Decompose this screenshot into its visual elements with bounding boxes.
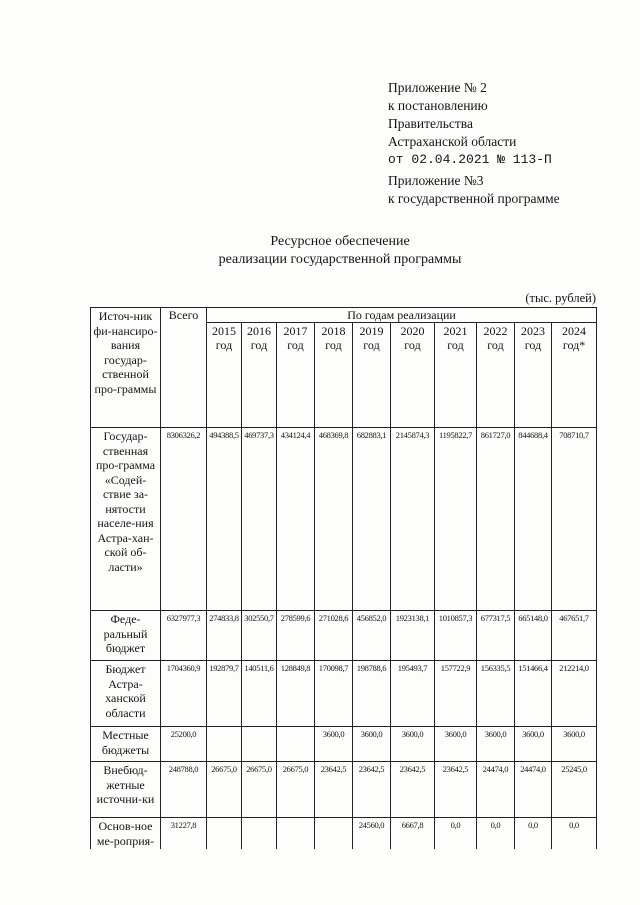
row-year-value: 23642,5: [315, 762, 353, 818]
table-row: [91, 428, 597, 611]
row-year-value: 151466,4: [515, 661, 552, 727]
row-year-value: 26675,0: [242, 762, 277, 818]
table-row: [91, 762, 597, 818]
row-year-value: 26675,0: [277, 762, 315, 818]
header-year: 2021 год: [435, 323, 477, 428]
header-year: 2015 год: [207, 323, 242, 428]
row-year-value: 708710,7: [552, 428, 597, 611]
row-year-value: 23642,5: [391, 762, 435, 818]
row-year-value: 494388,5: [207, 428, 242, 611]
row-year-value: 2145874,3: [391, 428, 435, 611]
header-year: 2023 год: [515, 323, 552, 428]
row-year-value: 469737,3: [242, 428, 277, 611]
table-row: [91, 611, 597, 661]
row-year-value: 274833,8: [207, 611, 242, 661]
header-year: 2020 год: [391, 323, 435, 428]
row-year-value: 861727,0: [477, 428, 515, 611]
row-year-value: 24474,0: [477, 762, 515, 818]
resource-table: [90, 307, 597, 859]
row-year-value: 3600,0: [353, 727, 391, 762]
row-source-name: Местные бюджеты: [91, 727, 161, 762]
table-row: [91, 661, 597, 727]
header-year: 2024 год*: [552, 323, 597, 428]
row-source-name: Феде-ральный бюджет: [91, 611, 161, 661]
row-year-value: 3600,0: [477, 727, 515, 762]
row-year-value: 198788,6: [353, 661, 391, 727]
row-year-value: 1010857,3: [435, 611, 477, 661]
row-source-name: Основ-ное ме-роприя-: [91, 818, 161, 859]
row-year-value: 665148,0: [515, 611, 552, 661]
document-title: [0, 233, 640, 269]
row-year-value: 302550,7: [242, 611, 277, 661]
header-source: Источ-ник фи-нансиро-вания государ-ственной про-граммы: [91, 308, 161, 428]
page-bottom: [0, 849, 640, 905]
row-year-value: 195493,7: [391, 661, 435, 727]
row-year-value: 23642,5: [353, 762, 391, 818]
row-year-value: 1923138,1: [391, 611, 435, 661]
header-year: 2022 год: [477, 323, 515, 428]
row-year-value: 1195822,7: [435, 428, 477, 611]
appendix-number: Приложение № 2: [388, 80, 487, 95]
row-year-value: 6667,8: [391, 818, 435, 859]
header-total: Всего: [161, 308, 207, 428]
row-year-value: 468369,8: [315, 428, 353, 611]
row-year-value: 3600,0: [515, 727, 552, 762]
unit-label: (тыс. рублей): [525, 291, 596, 305]
appendix-ref-line: Правительства: [388, 116, 473, 131]
row-year-value: 192879,7: [207, 661, 242, 727]
row-year-value: [242, 727, 277, 762]
row-total: 1704360,9: [161, 661, 207, 727]
row-year-value: 170098,7: [315, 661, 353, 727]
row-total: 6327977,3: [161, 611, 207, 661]
title-line: реализации государственной программы: [218, 252, 462, 267]
title-line: Ресурсное обеспечение: [270, 234, 410, 249]
row-source-name: Внебюд-жетные источни-ки: [91, 762, 161, 818]
row-year-value: 3600,0: [391, 727, 435, 762]
appendix-header: [388, 79, 552, 169]
row-year-value: 3600,0: [435, 727, 477, 762]
program-appendix-ref: к государственной программе: [388, 191, 560, 206]
row-year-value: 467651,7: [552, 611, 597, 661]
program-appendix-header: [388, 172, 560, 208]
row-year-value: 0,0: [477, 818, 515, 859]
header-year: 2019 год: [353, 323, 391, 428]
row-year-value: 24474,0: [515, 762, 552, 818]
row-year-value: 3600,0: [552, 727, 597, 762]
row-year-value: 682883,1: [353, 428, 391, 611]
row-year-value: 271028,6: [315, 611, 353, 661]
program-appendix-number: Приложение №3: [388, 173, 484, 188]
row-year-value: 25245,0: [552, 762, 597, 818]
header-year: 2017 год: [277, 323, 315, 428]
row-year-value: 456852,0: [353, 611, 391, 661]
row-year-value: 24560,0: [353, 818, 391, 859]
header-year: 2018 год: [315, 323, 353, 428]
row-year-value: 212214,0: [552, 661, 597, 727]
appendix-ref-line: к постановлению: [388, 98, 488, 113]
row-year-value: 156335,5: [477, 661, 515, 727]
row-source-name: Государ-ственная про-грамма «Содей-ствие за-нятости населе-ния Астра-хан-ской об-ласти»: [91, 428, 161, 611]
row-year-value: 23642,5: [435, 762, 477, 818]
row-total: 25200,0: [161, 727, 207, 762]
row-year-value: 3600,0: [315, 727, 353, 762]
row-year-value: 434124,4: [277, 428, 315, 611]
row-year-value: 0,0: [435, 818, 477, 859]
row-year-value: [277, 727, 315, 762]
row-year-value: 140511,6: [242, 661, 277, 727]
header-year: 2016 год: [242, 323, 277, 428]
row-total: 8306326,2: [161, 428, 207, 611]
row-year-value: 128849,8: [277, 661, 315, 727]
row-source-name: Бюджет Астра-ханской области: [91, 661, 161, 727]
row-total: 248788,0: [161, 762, 207, 818]
table-row: [91, 727, 597, 762]
row-year-value: 278599,6: [277, 611, 315, 661]
appendix-ref-line: Астраханской области: [388, 134, 517, 149]
row-year-value: 0,0: [515, 818, 552, 859]
order-date-number: от 02.04.2021 № 113-П: [388, 152, 552, 167]
row-year-value: [207, 727, 242, 762]
row-year-value: 0,0: [552, 818, 597, 859]
row-year-value: 677317,5: [477, 611, 515, 661]
row-total: 31227,8: [161, 818, 207, 859]
row-year-value: 157722,9: [435, 661, 477, 727]
row-year-value: 844688,4: [515, 428, 552, 611]
row-year-value: 26675,0: [207, 762, 242, 818]
header-years-group: По годам реализации: [207, 308, 597, 323]
